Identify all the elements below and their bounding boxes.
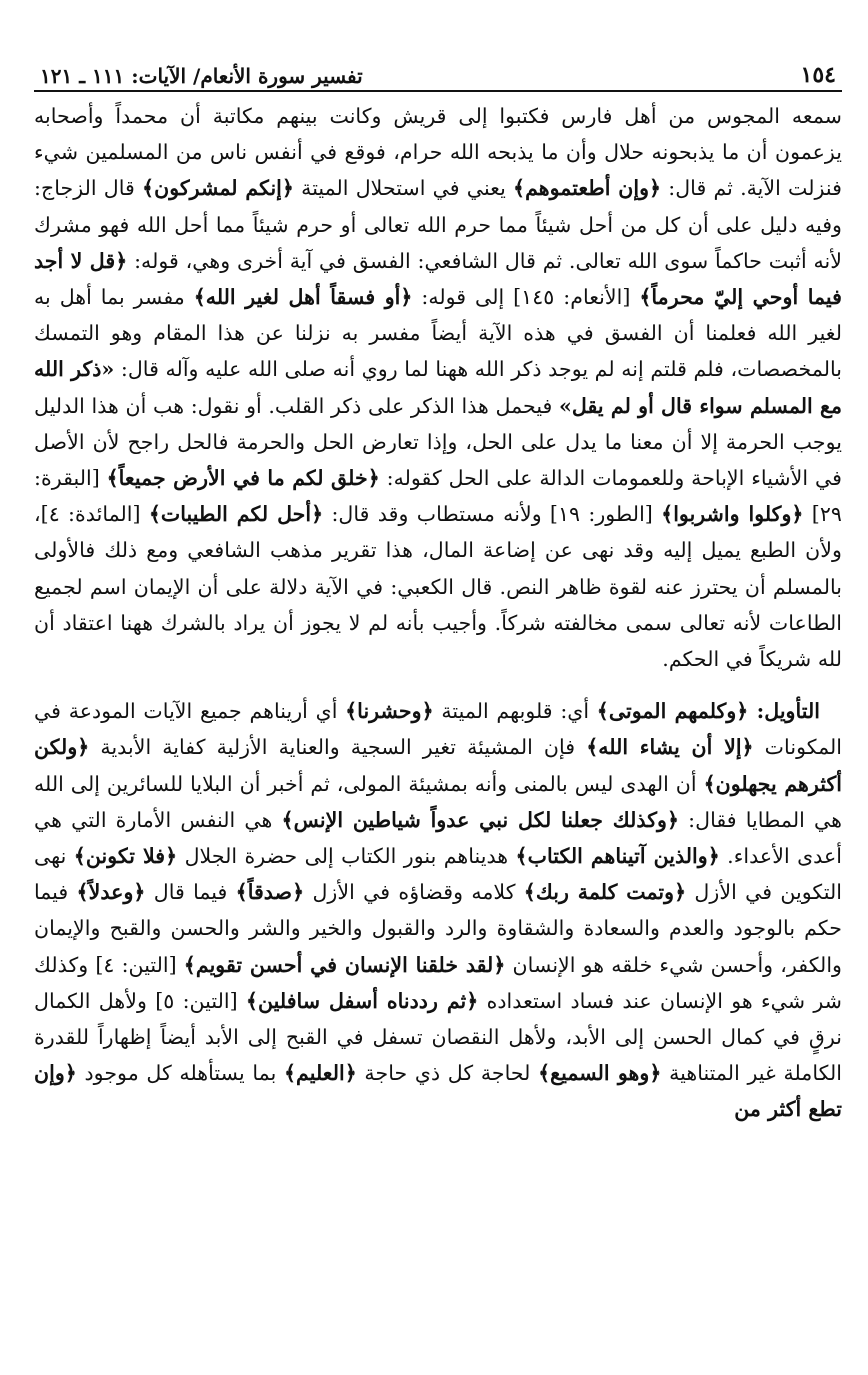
hadith-quote: «ذكر الله مع المسلم سواء قال أو لم يقل» bbox=[34, 357, 842, 418]
text-run: أن الهدى ليس بالمنى وأنه بمشيئة المولى، ثم أخبر أن البلايا للسائرين إلى الله هي المطايا فقال: bbox=[34, 771, 842, 832]
quran-quote: ﴿فلا تكونن﴾ bbox=[73, 844, 178, 869]
text-run: فيما حكم بالوجود والعدم والسعادة والشقاوة والرد والقبول والخير والشر والحسن والقبح والإيمان والكفر، وأحسن شيء خلقه هو الإنسان bbox=[34, 880, 843, 977]
text-run: بما يستأهله كل موجود bbox=[76, 1061, 284, 1086]
quran-quote: ﴿والذين آتيناهم الكتاب﴾ bbox=[515, 844, 720, 869]
text-run: هي النفس الأمارة التي هي أعدى الأعداء. bbox=[34, 807, 843, 869]
text-run: أي أريناهم جميع الآيات المودعة في المكونات bbox=[34, 699, 842, 760]
text-run: [التين: ٥] ولأهل الكمال نرقٍ في كمال الحسن إلى الأبد، ولأهل النقصان تسفل في القبح إلى الأبد أيضاً إظهاراً للقدرة الكاملة غير المتناهية bbox=[34, 988, 842, 1086]
header-title: تفسير سورة الأنعام/ الآيات: ١١١ ـ ١٢١ bbox=[40, 64, 363, 88]
quran-quote: ﴿ثم رددناه أسفل سافلين﴾ bbox=[245, 988, 479, 1013]
quran-quote: ﴿أحل لكم الطيبات﴾ bbox=[148, 502, 324, 527]
quran-quote: ﴿وحشرنا﴾ bbox=[345, 699, 434, 724]
text-run: لحاجة كل ذي حاجة bbox=[356, 1061, 539, 1086]
text-run: [الأنعام: ١٤٥] إلى قوله: bbox=[412, 285, 640, 310]
quran-quote: ﴿أو فسقاً أهل لغير الله﴾ bbox=[193, 285, 413, 310]
text-run: فإن المشيئة تغير السجية والعناية الأزلية كفاية الأبدية bbox=[89, 735, 587, 760]
quran-quote: ﴿وكلوا واشربوا﴾ bbox=[661, 502, 804, 527]
body-text bbox=[34, 98, 842, 1128]
text-run: [المائدة: ٤]، ولأن الطبع يميل إليه وقد نهى عن إضاعة المال، هذا تقرير مذهب الشافعي ومع ذلك فالأولى بالمسلم أن يحترز عنه لقوة ظاهر النص. قال الكعبي: في الآية دلالة على أن الإيمان اسم لجميع الطاعات لأنه تعالى سمى مخالفته شركاً. وأجيب بأنه لم لا يجوز أن يراد بالشرك ههنا اعتقاد أن لله شريكاً في الحكم. bbox=[34, 502, 842, 672]
quran-quote: ﴿إنكم لمشركون﴾ bbox=[142, 176, 294, 201]
quran-quote: ﴿ولكن أكثرهم يجهلون﴾ bbox=[34, 735, 842, 796]
quran-quote: ﴿العليم﴾ bbox=[283, 1061, 357, 1086]
running-header bbox=[34, 58, 842, 92]
text-run: فيحمل هذا الذكر على ذكر القلب. أو نقول: هب أن هذا الدليل يوجب الحرمة إلا أن معنا ما يدل على الحل، وإذا تعارض الحل والحرمة فالحل راجح لأن الأصل في الأشياء الإباحة وللعمومات الدالة على الحل كقوله: bbox=[34, 393, 842, 491]
text-run: فيما قال bbox=[145, 880, 236, 905]
text-run: قال الزجاج: وفيه دليل على أن كل من أحل شيئاً مما حرم الله تعالى أو حرم شيئاً مما أحل الله فهو مشرك لأنه أثبت حاكماً سوى الله تعالى. ثم قال الشافعي: الفسق في آية أخرى وهي، قوله: bbox=[34, 176, 842, 273]
quran-quote: ﴿صدقاً﴾ bbox=[235, 880, 305, 905]
quran-quote: ﴿وإن تطع أكثر من bbox=[34, 1061, 842, 1122]
text-run: [التين: ٤] وكذلك شر شيء هو الإنسان عند فساد استعداده bbox=[34, 952, 842, 1013]
quran-quote: ﴿وكلمهم الموتى﴾ bbox=[596, 699, 749, 724]
page-number: ١٥٤ bbox=[800, 62, 836, 88]
text-run: هديناهم بنور الكتاب إلى حضرة الجلال bbox=[177, 844, 516, 869]
section-lead: التأويل: bbox=[748, 699, 820, 724]
quran-quote: ﴿وإن أطعتموهم﴾ bbox=[513, 176, 662, 201]
quran-quote: ﴿إلا أن يشاء الله﴾ bbox=[586, 735, 754, 760]
text-run: سمعه المجوس من أهل فارس فكتبوا إلى قريش وكانت بينهم مكاتبة أن محمداً وأصحابه يزعمون أن ما يذبحونه حلال وأن ما يذبحه الله حرام، فوقع في أنفس ناس من المسلمين شيء فنزلت الآية. ثم قال: bbox=[34, 104, 842, 201]
quran-quote: ﴿وكذلك جعلنا لكل نبي عدواً شياطين الإنس﴾ bbox=[281, 807, 680, 832]
text-run: كلامه وقضاؤه في الأزل bbox=[304, 880, 524, 905]
text-run: أي: قلوبهم الميتة bbox=[433, 699, 597, 724]
text-run: [الطور: ١٩] ولأنه مستطاب وقد قال: bbox=[323, 502, 662, 527]
commentary-paragraph bbox=[34, 98, 842, 677]
text-run: مفسر بما أهل به لغير الله فعلمنا أن الفسق في هذه الآية أيضاً مفسر به نزلنا عن هذا المقام وهو التمسك بالمخصصات، فلم قلتم إنه لم يوجد ذكر الله ههنا لما روي أنه صلى الله عليه وآله قال: bbox=[34, 285, 843, 382]
text-run: [البقرة: ٢٩] bbox=[34, 466, 842, 527]
quran-quote: ﴿وعدلاً﴾ bbox=[76, 880, 146, 905]
quran-quote: ﴿خلق لكم ما في الأرض جميعاً﴾ bbox=[106, 466, 380, 491]
quran-quote: ﴿قل لا أجد فيما أوحي إليّ محرماً﴾ bbox=[34, 248, 842, 310]
tawil-paragraph bbox=[34, 693, 842, 1127]
text-run: نهى التكوين في الأزل bbox=[34, 844, 843, 905]
text-run: يعني في استحلال الميتة bbox=[293, 176, 514, 201]
quran-quote: ﴿وهو السميع﴾ bbox=[538, 1061, 662, 1086]
quran-quote: ﴿وتمت كلمة ربك﴾ bbox=[523, 880, 687, 905]
quran-quote: ﴿لقد خلقنا الإنسان في أحسن تقويم﴾ bbox=[183, 952, 506, 977]
